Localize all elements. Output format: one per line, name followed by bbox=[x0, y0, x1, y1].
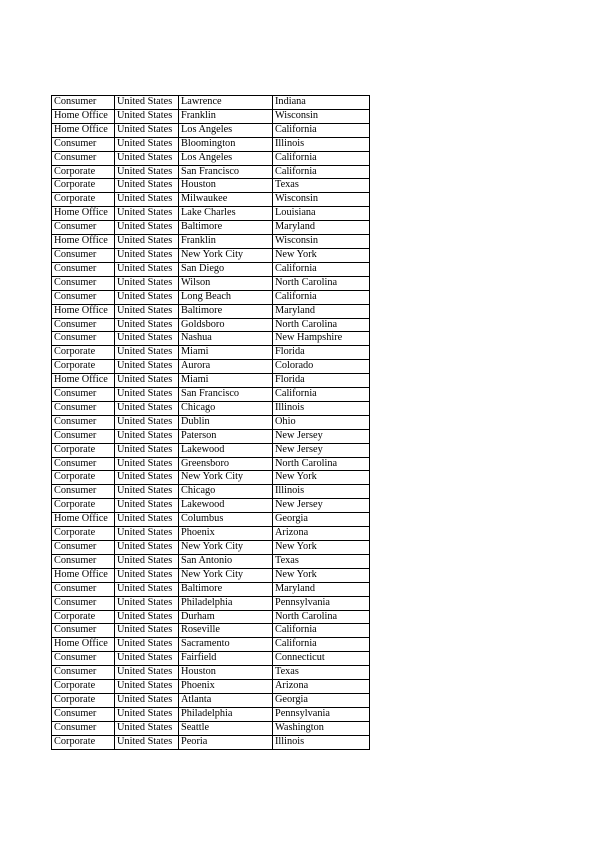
segment-cell: Consumer bbox=[52, 624, 115, 638]
data-table bbox=[51, 95, 370, 750]
state-cell: Arizona bbox=[273, 680, 370, 694]
table-row bbox=[52, 513, 370, 527]
state-cell: California bbox=[273, 262, 370, 276]
state-cell: New York bbox=[273, 541, 370, 555]
state-cell: Illinois bbox=[273, 137, 370, 151]
country-cell: United States bbox=[115, 735, 179, 749]
country-cell: United States bbox=[115, 638, 179, 652]
table-row bbox=[52, 680, 370, 694]
table-row bbox=[52, 151, 370, 165]
segment-cell: Corporate bbox=[52, 471, 115, 485]
country-cell: United States bbox=[115, 707, 179, 721]
table-row bbox=[52, 332, 370, 346]
city-cell: Aurora bbox=[179, 360, 273, 374]
segment-cell: Consumer bbox=[52, 429, 115, 443]
state-cell: Pennsylvania bbox=[273, 596, 370, 610]
city-cell: New York City bbox=[179, 471, 273, 485]
city-cell: Phoenix bbox=[179, 680, 273, 694]
state-cell: New York bbox=[273, 568, 370, 582]
city-cell: Wilson bbox=[179, 276, 273, 290]
segment-cell: Consumer bbox=[52, 415, 115, 429]
segment-cell: Corporate bbox=[52, 443, 115, 457]
city-cell: Philadelphia bbox=[179, 707, 273, 721]
table-row bbox=[52, 693, 370, 707]
state-cell: Georgia bbox=[273, 693, 370, 707]
country-cell: United States bbox=[115, 179, 179, 193]
city-cell: San Antonio bbox=[179, 554, 273, 568]
state-cell: Louisiana bbox=[273, 207, 370, 221]
city-cell: Los Angeles bbox=[179, 123, 273, 137]
table-row bbox=[52, 610, 370, 624]
segment-cell: Corporate bbox=[52, 680, 115, 694]
segment-cell: Home Office bbox=[52, 304, 115, 318]
segment-cell: Consumer bbox=[52, 582, 115, 596]
table-body bbox=[52, 96, 370, 750]
country-cell: United States bbox=[115, 165, 179, 179]
country-cell: United States bbox=[115, 137, 179, 151]
table-row bbox=[52, 374, 370, 388]
country-cell: United States bbox=[115, 262, 179, 276]
city-cell: Columbus bbox=[179, 513, 273, 527]
segment-cell: Consumer bbox=[52, 332, 115, 346]
table-row bbox=[52, 346, 370, 360]
table-row bbox=[52, 137, 370, 151]
city-cell: Philadelphia bbox=[179, 596, 273, 610]
state-cell: North Carolina bbox=[273, 318, 370, 332]
segment-cell: Consumer bbox=[52, 666, 115, 680]
city-cell: Franklin bbox=[179, 235, 273, 249]
country-cell: United States bbox=[115, 332, 179, 346]
table-row bbox=[52, 179, 370, 193]
country-cell: United States bbox=[115, 248, 179, 262]
table-row bbox=[52, 109, 370, 123]
table-row bbox=[52, 318, 370, 332]
country-cell: United States bbox=[115, 499, 179, 513]
city-cell: Chicago bbox=[179, 401, 273, 415]
segment-cell: Consumer bbox=[52, 485, 115, 499]
segment-cell: Consumer bbox=[52, 318, 115, 332]
country-cell: United States bbox=[115, 582, 179, 596]
segment-cell: Corporate bbox=[52, 527, 115, 541]
table-row bbox=[52, 554, 370, 568]
state-cell: Illinois bbox=[273, 735, 370, 749]
country-cell: United States bbox=[115, 123, 179, 137]
table-row bbox=[52, 471, 370, 485]
table-row bbox=[52, 388, 370, 402]
table-row bbox=[52, 248, 370, 262]
table-row bbox=[52, 96, 370, 110]
country-cell: United States bbox=[115, 388, 179, 402]
city-cell: Phoenix bbox=[179, 527, 273, 541]
country-cell: United States bbox=[115, 109, 179, 123]
state-cell: Maryland bbox=[273, 582, 370, 596]
table-row bbox=[52, 457, 370, 471]
state-cell: Maryland bbox=[273, 221, 370, 235]
segment-cell: Home Office bbox=[52, 207, 115, 221]
city-cell: Goldsboro bbox=[179, 318, 273, 332]
segment-cell: Home Office bbox=[52, 374, 115, 388]
state-cell: California bbox=[273, 638, 370, 652]
segment-cell: Home Office bbox=[52, 109, 115, 123]
city-cell: Atlanta bbox=[179, 693, 273, 707]
city-cell: Miami bbox=[179, 374, 273, 388]
table-row bbox=[52, 207, 370, 221]
country-cell: United States bbox=[115, 304, 179, 318]
state-cell: California bbox=[273, 290, 370, 304]
country-cell: United States bbox=[115, 401, 179, 415]
segment-cell: Corporate bbox=[52, 499, 115, 513]
state-cell: Texas bbox=[273, 666, 370, 680]
state-cell: New Jersey bbox=[273, 499, 370, 513]
spreadsheet-page bbox=[51, 95, 369, 750]
segment-cell: Consumer bbox=[52, 541, 115, 555]
city-cell: New York City bbox=[179, 541, 273, 555]
segment-cell: Consumer bbox=[52, 248, 115, 262]
city-cell: Greensboro bbox=[179, 457, 273, 471]
table-row bbox=[52, 485, 370, 499]
state-cell: Wisconsin bbox=[273, 109, 370, 123]
state-cell: Texas bbox=[273, 554, 370, 568]
table-row bbox=[52, 624, 370, 638]
table-row bbox=[52, 276, 370, 290]
city-cell: New York City bbox=[179, 248, 273, 262]
country-cell: United States bbox=[115, 527, 179, 541]
segment-cell: Corporate bbox=[52, 360, 115, 374]
country-cell: United States bbox=[115, 652, 179, 666]
table-row bbox=[52, 262, 370, 276]
country-cell: United States bbox=[115, 721, 179, 735]
table-row bbox=[52, 443, 370, 457]
city-cell: Roseville bbox=[179, 624, 273, 638]
segment-cell: Consumer bbox=[52, 262, 115, 276]
city-cell: San Francisco bbox=[179, 165, 273, 179]
table-row bbox=[52, 165, 370, 179]
city-cell: San Diego bbox=[179, 262, 273, 276]
state-cell: North Carolina bbox=[273, 276, 370, 290]
country-cell: United States bbox=[115, 96, 179, 110]
city-cell: Sacramento bbox=[179, 638, 273, 652]
country-cell: United States bbox=[115, 485, 179, 499]
country-cell: United States bbox=[115, 318, 179, 332]
state-cell: California bbox=[273, 123, 370, 137]
state-cell: Colorado bbox=[273, 360, 370, 374]
table-row bbox=[52, 541, 370, 555]
country-cell: United States bbox=[115, 666, 179, 680]
country-cell: United States bbox=[115, 415, 179, 429]
state-cell: Wisconsin bbox=[273, 193, 370, 207]
city-cell: Lakewood bbox=[179, 443, 273, 457]
segment-cell: Consumer bbox=[52, 596, 115, 610]
table-row bbox=[52, 735, 370, 749]
city-cell: Lakewood bbox=[179, 499, 273, 513]
city-cell: Baltimore bbox=[179, 582, 273, 596]
country-cell: United States bbox=[115, 513, 179, 527]
country-cell: United States bbox=[115, 443, 179, 457]
table-row bbox=[52, 221, 370, 235]
country-cell: United States bbox=[115, 193, 179, 207]
table-row bbox=[52, 707, 370, 721]
segment-cell: Corporate bbox=[52, 193, 115, 207]
segment-cell: Home Office bbox=[52, 235, 115, 249]
state-cell: Ohio bbox=[273, 415, 370, 429]
state-cell: New York bbox=[273, 248, 370, 262]
table-row bbox=[52, 499, 370, 513]
table-row bbox=[52, 235, 370, 249]
country-cell: United States bbox=[115, 235, 179, 249]
city-cell: Dublin bbox=[179, 415, 273, 429]
city-cell: Long Beach bbox=[179, 290, 273, 304]
segment-cell: Corporate bbox=[52, 179, 115, 193]
city-cell: Houston bbox=[179, 666, 273, 680]
country-cell: United States bbox=[115, 596, 179, 610]
segment-cell: Home Office bbox=[52, 513, 115, 527]
table-row bbox=[52, 429, 370, 443]
state-cell: Florida bbox=[273, 346, 370, 360]
segment-cell: Home Office bbox=[52, 568, 115, 582]
city-cell: Seattle bbox=[179, 721, 273, 735]
city-cell: Baltimore bbox=[179, 221, 273, 235]
city-cell: Chicago bbox=[179, 485, 273, 499]
table-row bbox=[52, 360, 370, 374]
city-cell: Durham bbox=[179, 610, 273, 624]
city-cell: Houston bbox=[179, 179, 273, 193]
state-cell: California bbox=[273, 388, 370, 402]
state-cell: Georgia bbox=[273, 513, 370, 527]
city-cell: Los Angeles bbox=[179, 151, 273, 165]
table-row bbox=[52, 290, 370, 304]
city-cell: Miami bbox=[179, 346, 273, 360]
city-cell: Lake Charles bbox=[179, 207, 273, 221]
segment-cell: Consumer bbox=[52, 137, 115, 151]
segment-cell: Consumer bbox=[52, 707, 115, 721]
country-cell: United States bbox=[115, 457, 179, 471]
state-cell: New York bbox=[273, 471, 370, 485]
country-cell: United States bbox=[115, 541, 179, 555]
country-cell: United States bbox=[115, 471, 179, 485]
state-cell: California bbox=[273, 624, 370, 638]
state-cell: New Jersey bbox=[273, 443, 370, 457]
country-cell: United States bbox=[115, 290, 179, 304]
country-cell: United States bbox=[115, 276, 179, 290]
segment-cell: Corporate bbox=[52, 165, 115, 179]
segment-cell: Home Office bbox=[52, 638, 115, 652]
state-cell: Illinois bbox=[273, 401, 370, 415]
table-row bbox=[52, 401, 370, 415]
table-row bbox=[52, 721, 370, 735]
table-row bbox=[52, 527, 370, 541]
city-cell: Nashua bbox=[179, 332, 273, 346]
table-row bbox=[52, 596, 370, 610]
state-cell: Pennsylvania bbox=[273, 707, 370, 721]
segment-cell: Consumer bbox=[52, 457, 115, 471]
city-cell: Peoria bbox=[179, 735, 273, 749]
country-cell: United States bbox=[115, 151, 179, 165]
table-row bbox=[52, 123, 370, 137]
table-row bbox=[52, 638, 370, 652]
country-cell: United States bbox=[115, 568, 179, 582]
country-cell: United States bbox=[115, 374, 179, 388]
state-cell: Connecticut bbox=[273, 652, 370, 666]
city-cell: New York City bbox=[179, 568, 273, 582]
state-cell: North Carolina bbox=[273, 457, 370, 471]
segment-cell: Consumer bbox=[52, 96, 115, 110]
segment-cell: Corporate bbox=[52, 693, 115, 707]
table-row bbox=[52, 304, 370, 318]
city-cell: San Francisco bbox=[179, 388, 273, 402]
table-row bbox=[52, 415, 370, 429]
table-row bbox=[52, 193, 370, 207]
segment-cell: Consumer bbox=[52, 290, 115, 304]
segment-cell: Consumer bbox=[52, 554, 115, 568]
state-cell: California bbox=[273, 165, 370, 179]
state-cell: Wisconsin bbox=[273, 235, 370, 249]
segment-cell: Consumer bbox=[52, 151, 115, 165]
country-cell: United States bbox=[115, 624, 179, 638]
city-cell: Paterson bbox=[179, 429, 273, 443]
country-cell: United States bbox=[115, 680, 179, 694]
state-cell: Texas bbox=[273, 179, 370, 193]
state-cell: New Hampshire bbox=[273, 332, 370, 346]
segment-cell: Home Office bbox=[52, 123, 115, 137]
state-cell: Indiana bbox=[273, 96, 370, 110]
state-cell: North Carolina bbox=[273, 610, 370, 624]
country-cell: United States bbox=[115, 207, 179, 221]
state-cell: Florida bbox=[273, 374, 370, 388]
city-cell: Franklin bbox=[179, 109, 273, 123]
segment-cell: Consumer bbox=[52, 221, 115, 235]
country-cell: United States bbox=[115, 693, 179, 707]
segment-cell: Consumer bbox=[52, 652, 115, 666]
state-cell: Washington bbox=[273, 721, 370, 735]
country-cell: United States bbox=[115, 221, 179, 235]
state-cell: Arizona bbox=[273, 527, 370, 541]
segment-cell: Consumer bbox=[52, 388, 115, 402]
table-row bbox=[52, 582, 370, 596]
city-cell: Milwaukee bbox=[179, 193, 273, 207]
city-cell: Baltimore bbox=[179, 304, 273, 318]
table-row bbox=[52, 652, 370, 666]
segment-cell: Corporate bbox=[52, 610, 115, 624]
state-cell: California bbox=[273, 151, 370, 165]
city-cell: Lawrence bbox=[179, 96, 273, 110]
state-cell: Maryland bbox=[273, 304, 370, 318]
table-row bbox=[52, 568, 370, 582]
city-cell: Fairfield bbox=[179, 652, 273, 666]
country-cell: United States bbox=[115, 346, 179, 360]
table-row bbox=[52, 666, 370, 680]
segment-cell: Corporate bbox=[52, 346, 115, 360]
state-cell: New Jersey bbox=[273, 429, 370, 443]
country-cell: United States bbox=[115, 360, 179, 374]
segment-cell: Consumer bbox=[52, 276, 115, 290]
country-cell: United States bbox=[115, 610, 179, 624]
country-cell: United States bbox=[115, 429, 179, 443]
state-cell: Illinois bbox=[273, 485, 370, 499]
segment-cell: Consumer bbox=[52, 401, 115, 415]
segment-cell: Corporate bbox=[52, 735, 115, 749]
country-cell: United States bbox=[115, 554, 179, 568]
segment-cell: Consumer bbox=[52, 721, 115, 735]
city-cell: Bloomington bbox=[179, 137, 273, 151]
